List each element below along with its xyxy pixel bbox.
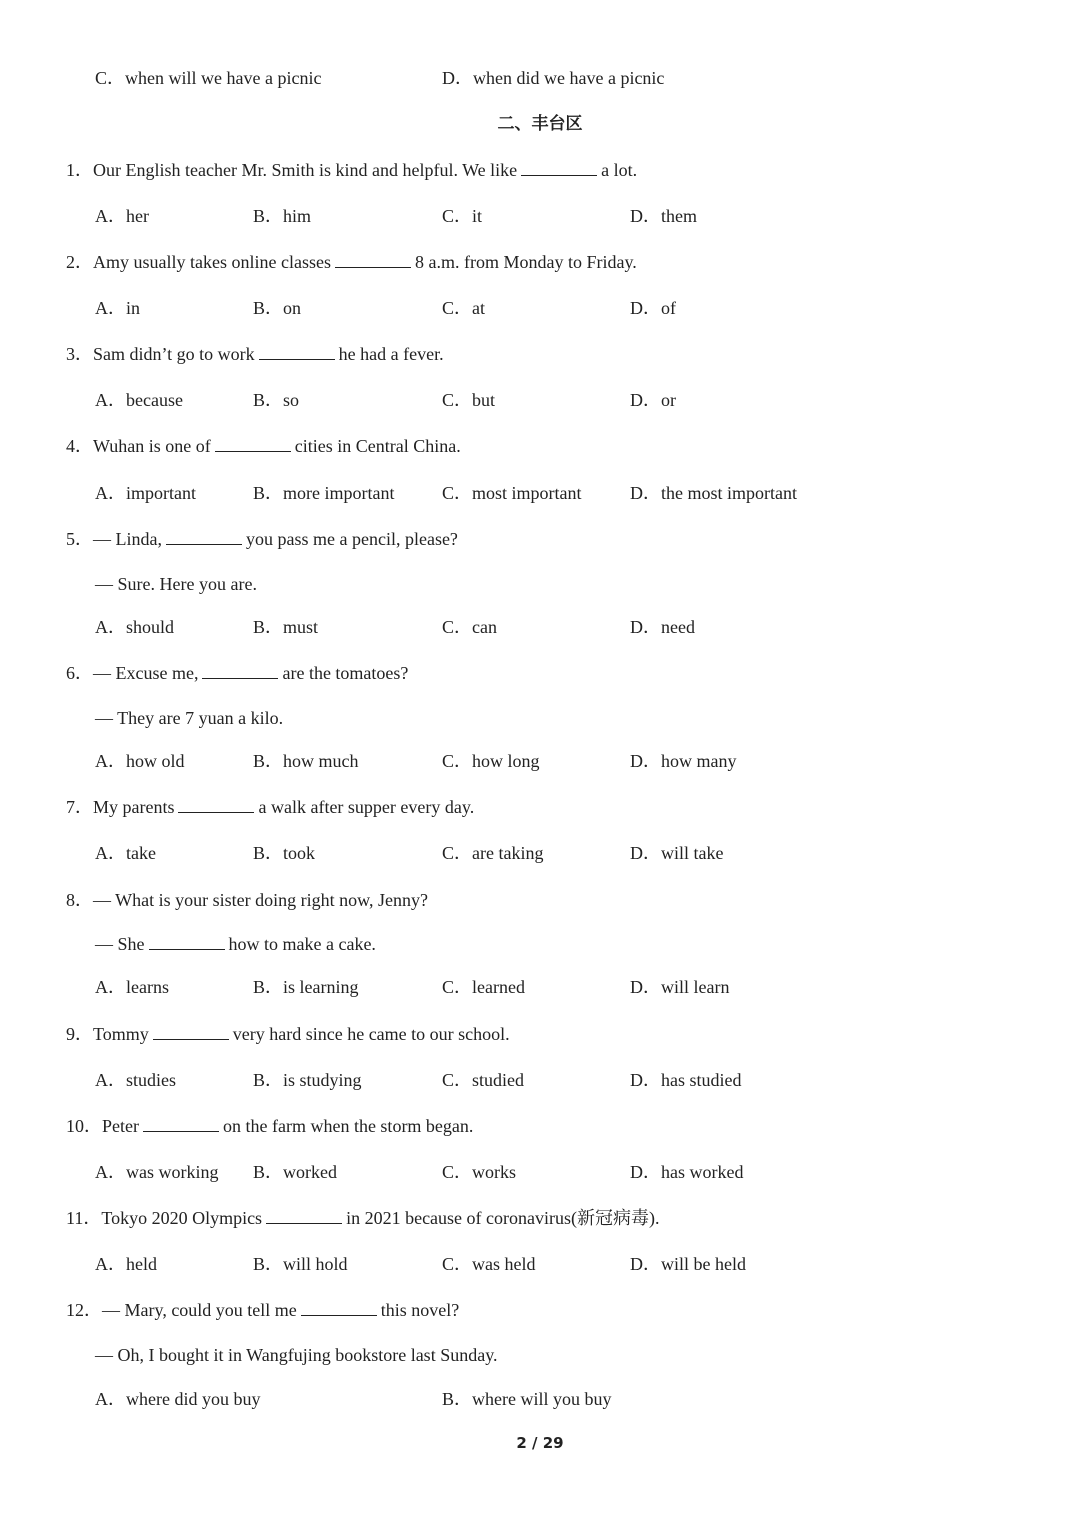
option-a: A．important	[95, 483, 196, 503]
option-a: A．was working	[95, 1162, 219, 1182]
option-b: B．where will you buy	[442, 1389, 612, 1409]
option-c: C．are taking	[442, 843, 544, 863]
answer-blank	[149, 935, 225, 950]
option-c: C．when will we have a picnic	[95, 68, 322, 88]
question-8: 8．— What is your sister doing right now, Jenny?	[66, 890, 428, 910]
option-b: B．on	[253, 298, 302, 318]
option-c: C．studied	[442, 1070, 525, 1090]
option-a: A．her	[95, 206, 149, 226]
answer-blank	[215, 437, 291, 452]
option-b: B．must	[253, 617, 319, 637]
reply-line: — She how to make a cake.	[95, 934, 376, 954]
option-d: D．has worked	[630, 1162, 744, 1182]
option-a: A．should	[95, 617, 175, 637]
answer-blank	[301, 1301, 377, 1316]
question-1: 1．Our English teacher Mr. Smith is kind and helpful. We like a lot.	[66, 160, 638, 180]
option-c: C．at	[442, 298, 485, 318]
option-d: D．has studied	[630, 1070, 742, 1090]
question-4: 4．Wuhan is one of cities in Central China.	[66, 436, 461, 456]
option-d: D．need	[630, 617, 695, 637]
answer-blank	[259, 345, 335, 360]
option-b: B．how much	[253, 751, 359, 771]
question-3: 3．Sam didn’t go to work he had a fever.	[66, 344, 444, 364]
answer-blank	[166, 530, 242, 545]
answer-blank	[178, 798, 254, 813]
question-5: 5．— Linda, you pass me a pencil, please?	[66, 529, 458, 549]
question-11: 11．Tokyo 2020 Olympics in 2021 because of coronavirus(新冠病毒).	[66, 1208, 660, 1228]
option-c: C．it	[442, 206, 483, 226]
option-a: A．learns	[95, 977, 169, 997]
option-d: D．when did we have a picnic	[442, 68, 665, 88]
option-c: C．was held	[442, 1254, 536, 1274]
option-d: D．will be held	[630, 1254, 746, 1274]
option-d: D．will learn	[630, 977, 730, 997]
option-c: C．how long	[442, 751, 540, 771]
option-b: B．more important	[253, 483, 395, 503]
option-b: B．is studying	[253, 1070, 362, 1090]
option-b: B．will hold	[253, 1254, 348, 1274]
question-9: 9．Tommy very hard since he came to our school.	[66, 1024, 510, 1044]
section-title: 二、丰台区	[497, 114, 583, 134]
answer-blank	[153, 1025, 229, 1040]
option-a: A．where did you buy	[95, 1389, 261, 1409]
option-d: D．the most important	[630, 483, 797, 503]
page-number: 2 / 29	[516, 1434, 564, 1452]
option-c: C．works	[442, 1162, 517, 1182]
option-b: B．took	[253, 843, 316, 863]
answer-blank	[202, 664, 278, 679]
question-10: 10．Peter on the farm when the storm began.	[66, 1116, 474, 1136]
option-c: C．can	[442, 617, 497, 637]
option-c: C．most important	[442, 483, 582, 503]
question-12: 12．— Mary, could you tell me this novel?	[66, 1300, 460, 1320]
question-2: 2．Amy usually takes online classes 8 a.m. from Monday to Friday.	[66, 252, 637, 272]
option-c: C．but	[442, 390, 496, 410]
answer-blank	[335, 253, 411, 268]
option-b: B．worked	[253, 1162, 337, 1182]
reply-line: — Sure. Here you are.	[95, 574, 257, 594]
answer-blank	[143, 1117, 219, 1132]
option-d: D．them	[630, 206, 697, 226]
option-d: D．or	[630, 390, 676, 410]
reply-line: — Oh, I bought it in Wangfujing bookstore last Sunday.	[95, 1345, 498, 1365]
option-c: C．learned	[442, 977, 525, 997]
option-b: B．so	[253, 390, 300, 410]
option-a: A．studies	[95, 1070, 176, 1090]
question-7: 7．My parents a walk after supper every day.	[66, 797, 475, 817]
option-d: D．how many	[630, 751, 737, 771]
option-d: D．of	[630, 298, 676, 318]
question-6: 6．— Excuse me, are the tomatoes?	[66, 663, 409, 683]
option-a: A．take	[95, 843, 156, 863]
option-b: B．is learning	[253, 977, 359, 997]
answer-blank	[521, 161, 597, 176]
option-d: D．will take	[630, 843, 724, 863]
option-a: A．because	[95, 390, 183, 410]
option-a: A．held	[95, 1254, 157, 1274]
answer-blank	[266, 1209, 342, 1224]
reply-line: — They are 7 yuan a kilo.	[95, 708, 284, 728]
option-b: B．him	[253, 206, 312, 226]
option-a: A．how old	[95, 751, 185, 771]
option-a: A．in	[95, 298, 140, 318]
